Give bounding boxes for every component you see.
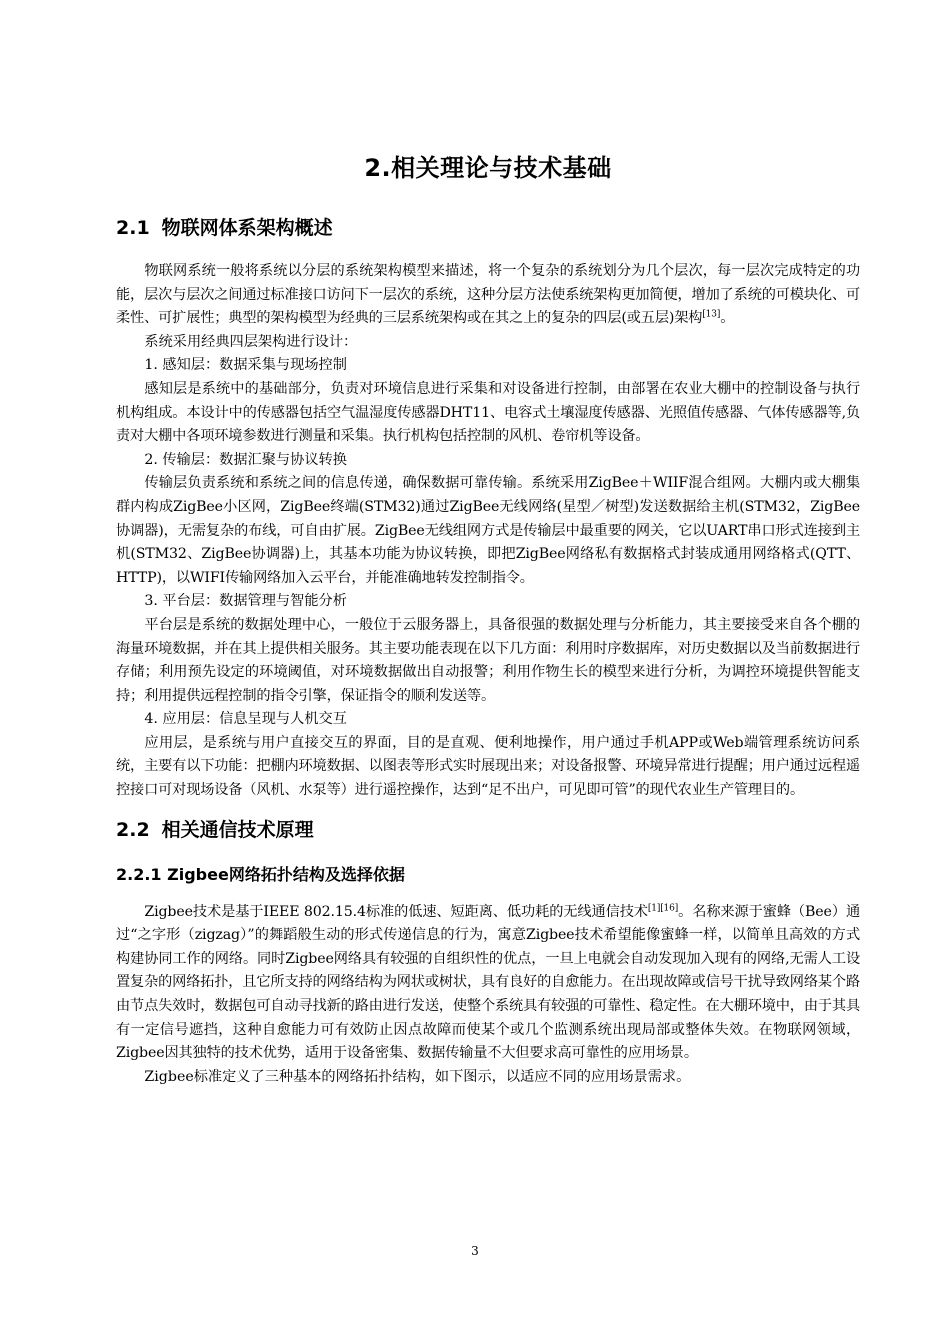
layer-body-platform: 平台层是系统的数据处理中心，一般位于云服务器上，具备很强的数据处理与分析能力，其主要接受来自各个棚的海量环境数据，并在其上提供相关服务。其主要功能表现在以下几方面：利用时序数据库，对历史数据以及当前数据进行存储；利用预先设定的环境阈值，对环境数据做出自动报警；利用作物生长的模型来进行分析，为调控环境提供智能支持；利用提供远程控制的指令引擎，保证指令的顺利发送等。 (116, 616, 860, 704)
subsection-number: 2.2.1 (116, 864, 162, 884)
zigbee-text-b: 。名称来源于蜜蜂（Bee）通过“之字形（zigzag）”的舞蹈般生动的形式传递信息的行为，寓意Zigbee技术希望能像蜜蜂一样，以简单且高效的方式构建协同工作的网络。同时Zigbee网络具有较强的自组织性的优点，一旦上电就会自动发现加入现有的网络,无需人工设置复杂的网络拓扑，且它所支持的网络结构为网状或树状，具有良好的自愈能力。在出现故障或信号干扰导致网络某个路由节点失效时，数据包可自动寻找新的路由进行发送，使整个系统具有较强的可靠性、稳定性。在大棚环境中，由于其具有一定信号遮挡，这种自愈能力可有效防止因点故障而使某个或几个监测系统出现局部或整体失效。在物联网领域，Zigbee因其独特的技术优势，适用于设备密集、数据传输量不大但要求高可靠性的应用场景。 (116, 903, 860, 1062)
section-title-2-2 (116, 815, 860, 842)
zigbee-paragraph-2: Zigbee标准定义了三种基本的网络拓扑结构，如下图示，以适应不同的应用场景需求。 (144, 1068, 691, 1085)
subsection-heading: Zigbee网络拓扑结构及选择依据 (167, 864, 405, 884)
citation: [1][16] (647, 902, 679, 913)
zigbee-paragraph-1 (116, 901, 860, 1066)
zigbee-text-a: Zigbee技术是基于IEEE 802.15.4标准的低速、短距离、低功耗的无线通信技术 (144, 903, 648, 920)
citation: [13] (702, 309, 721, 320)
intro-text: 物联网系统一般将系统以分层的系统架构模型来描述，将一个复杂的系统划分为几个层次，每一层次完成特定的功能，层次与层次之间通过标准接口访问下一层次的系统，这种分层方法使系统架构更加简便，增加了系统的可模块化、可柔性、可扩展性；典型的架构模型为经典的三层系统架构或在其之上的复杂的四层(或五层)架构 (116, 263, 860, 327)
layer-heading-platform: 3. 平台层：数据管理与智能分析 (144, 593, 347, 610)
layer-body-transport: 传输层负责系统和系统之间的信息传递，确保数据可靠传输。系统采用ZigBee＋WIIF混合组网。大棚内或大棚集群内构成ZigBee小区网，ZigBee终端(STM32)通过ZigBee无线网络(星型／树型)发送数据给主机(STM32，ZigBee协调器)，无需复杂的布线，可自由扩展。ZigBee无线组网方式是传输层中最重要的网关，它以UART串口形式连接到主机(STM32、ZigBee协调器)上，其基本功能为协议转换，即把ZigBee网络私有数据格式封装成通用网络格式(QTT、HTTP)，以WIFI传输网络加入云平台，并能准确地转发控制指令。 (116, 475, 860, 586)
intro-end: 。 (720, 310, 735, 327)
layer-heading-perception: 1. 感知层：数据采集与现场控制 (144, 357, 347, 374)
section-heading: 相关通信技术原理 (161, 818, 314, 841)
section-title-2-1 (116, 213, 860, 240)
section-heading: 物联网体系架构概述 (161, 217, 333, 239)
intro-paragraph (116, 260, 860, 331)
layer-body-perception: 感知层是系统中的基础部分，负责对环境信息进行采集和对设备进行控制，由部署在农业大棚中的控制设备与执行机构组成。本设计中的传感器包括空气温湿度传感器DHT11、电容式土壤湿度传感器、光照值传感器、气体传感器等,负责对大棚中各项环境参数进行测量和采集。执行机构包括控制的风机、卷帘机等设备。 (116, 380, 860, 445)
page-number: 3 (471, 1244, 479, 1258)
layer-body-application: 应用层，是系统与用户直接交互的界面，目的是直观、便利地操作，用户通过手机APP或Web端管理系统访问系统，主要有以下功能：把棚内环境数据、以图表等形式实时展现出来；对设备报警、环境异常进行提醒；用户通过远程遥控接口可对现场设备（风机、水泵等）进行遥控操作，达到“足不出户，可见即可管”的现代农业生产管理目的。 (116, 734, 860, 799)
chapter-title: 2.相关理论与技术基础 (364, 154, 612, 182)
layer-heading-transport: 2. 传输层：数据汇聚与协议转换 (144, 451, 347, 468)
subsection-title-2-2-1 (116, 862, 860, 885)
lead-paragraph: 系统采用经典四层架构进行设计： (144, 333, 358, 350)
layer-heading-application: 4. 应用层：信息呈现与人机交互 (144, 711, 347, 728)
section-number: 2.1 (116, 217, 150, 239)
section-number: 2.2 (116, 818, 150, 841)
